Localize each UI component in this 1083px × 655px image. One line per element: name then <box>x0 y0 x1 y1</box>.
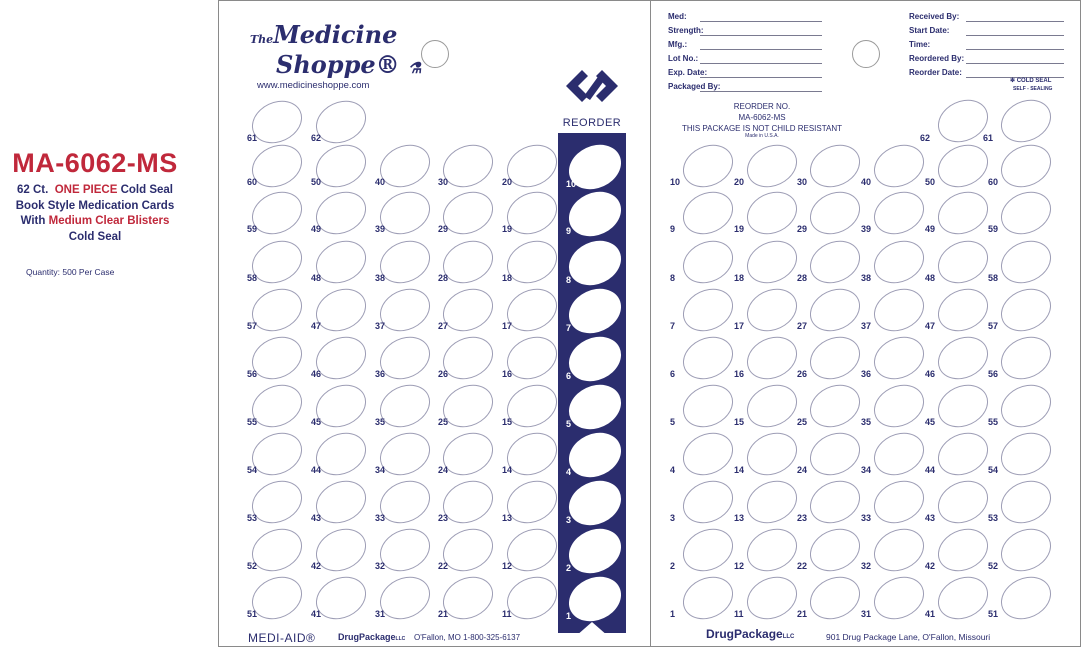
blister-number: 10 <box>670 177 681 187</box>
blister-number: 31 <box>861 609 872 619</box>
form-field-line <box>700 35 822 36</box>
hang-hole <box>852 40 880 68</box>
cold-seal-badge: ✻ COLD SEAL <box>1010 78 1052 84</box>
form-field-label: Lot No.: <box>668 54 699 63</box>
blister-number: 9 <box>670 224 676 234</box>
blister-number: 34 <box>861 465 872 475</box>
blister-number: 54 <box>247 465 258 475</box>
reorder-no-code: MA-6062-MS <box>738 113 786 122</box>
blister-number: 38 <box>375 273 386 283</box>
blister-number: 46 <box>311 369 322 379</box>
strip-number: 7 <box>566 323 572 333</box>
blister-number: 21 <box>438 609 449 619</box>
website-url: www.medicineshoppe.com <box>257 80 370 91</box>
form-field-label: Time: <box>909 40 931 49</box>
form-field-label: Strength: <box>668 26 704 35</box>
desc-with: With <box>20 215 46 227</box>
blister-number: 22 <box>438 561 449 571</box>
blister-number: 25 <box>797 417 808 427</box>
blister-number: 55 <box>247 417 258 427</box>
hang-hole <box>421 40 449 68</box>
blister-number: 46 <box>925 369 936 379</box>
blister-number: 2 <box>670 561 676 571</box>
blister-number: 12 <box>502 561 513 571</box>
form-field-line <box>700 21 822 22</box>
blister-number: 15 <box>502 417 513 427</box>
medi-aid-brand: MEDI-AID® <box>248 631 316 645</box>
quantity-text: Quantity: 500 Per Case <box>26 267 115 277</box>
strip-number: 10 <box>566 179 577 189</box>
strip-number: 9 <box>566 226 572 236</box>
blister-number: 42 <box>925 561 936 571</box>
blister-number: 18 <box>502 273 513 283</box>
blister-number: 37 <box>861 321 872 331</box>
blister-number: 14 <box>502 465 513 475</box>
blister-number: 44 <box>311 465 322 475</box>
form-field-line <box>700 63 822 64</box>
blister-number: 28 <box>438 273 449 283</box>
blister-number: 34 <box>375 465 386 475</box>
blister-number: 53 <box>988 513 999 523</box>
blister-number: 61 <box>247 133 258 143</box>
blister-number: 20 <box>734 177 745 187</box>
blister-number: 53 <box>247 513 258 523</box>
blister-number: 40 <box>861 177 872 187</box>
strip-number: 1 <box>566 611 572 621</box>
form-field-label: Packaged By: <box>668 82 721 91</box>
blister-number: 59 <box>247 224 258 234</box>
blister-number: 36 <box>861 369 872 379</box>
blister-number: 48 <box>925 273 936 283</box>
blister-number: 23 <box>797 513 808 523</box>
blister-number: 22 <box>797 561 808 571</box>
blister-number: 56 <box>247 369 258 379</box>
blister-number: 58 <box>988 273 999 283</box>
blister-number: 14 <box>734 465 745 475</box>
blister-number: 8 <box>670 273 676 283</box>
form-field-label: Med: <box>668 12 687 21</box>
blister-number: 32 <box>375 561 386 571</box>
blister-number: 11 <box>502 609 512 619</box>
mortar-pestle-icon: ⚗ <box>407 59 422 77</box>
blister-number: 61 <box>983 133 994 143</box>
strip-number: 6 <box>566 371 572 381</box>
strip-number: 3 <box>566 515 572 525</box>
self-sealing-text: SELF - SEALING <box>1013 86 1053 92</box>
desc-line4: Cold Seal <box>68 230 122 243</box>
form-field-label: Reordered By: <box>909 54 965 63</box>
blister-number: 52 <box>988 561 999 571</box>
form-field-label: Exp. Date: <box>668 68 708 77</box>
strip-number: 4 <box>566 467 572 477</box>
form-field-label: Start Date: <box>909 26 950 35</box>
blister-number: 5 <box>670 417 676 427</box>
desc-line2: Book Style Medication Cards <box>15 199 175 212</box>
blister-number: 12 <box>734 561 745 571</box>
blister-number: 47 <box>311 321 322 331</box>
form-field-line <box>966 63 1064 64</box>
dp-logo-icon <box>562 66 622 106</box>
blister-number: 60 <box>247 177 258 187</box>
blister-number: 51 <box>988 609 999 619</box>
reorder-label: REORDER <box>562 117 622 129</box>
blister-number: 30 <box>438 177 449 187</box>
blister-number: 23 <box>438 513 449 523</box>
blister-number: 18 <box>734 273 745 283</box>
strip-number: 8 <box>566 275 572 285</box>
blister-number: 37 <box>375 321 386 331</box>
blister-number: 62 <box>311 133 322 143</box>
blister-number: 47 <box>925 321 936 331</box>
form-field-line <box>700 77 822 78</box>
blister-number: 41 <box>311 609 322 619</box>
blister-number: 41 <box>925 609 936 619</box>
blister-number: 32 <box>861 561 872 571</box>
blister-number: 13 <box>734 513 745 523</box>
blister-number: 25 <box>438 417 449 427</box>
blister-number: 51 <box>247 609 258 619</box>
blister-number: 59 <box>988 224 999 234</box>
blister-number: 13 <box>502 513 513 523</box>
blister-number: 35 <box>861 417 872 427</box>
blister-number: 54 <box>988 465 999 475</box>
blister-number: 49 <box>925 224 936 234</box>
blister-number: 35 <box>375 417 386 427</box>
reorder-no-label: REORDER NO. <box>733 102 791 111</box>
desc-blisters: Medium Clear Blisters <box>48 215 170 227</box>
blister-number: 7 <box>670 321 676 331</box>
blister-number: 62 <box>920 133 931 143</box>
blister-number: 15 <box>734 417 745 427</box>
blister-number: 33 <box>861 513 872 523</box>
blister-number: 17 <box>734 321 745 331</box>
blister-number: 24 <box>438 465 449 475</box>
blister-number: 26 <box>797 369 808 379</box>
blister-number: 49 <box>311 224 322 234</box>
blister-number: 29 <box>438 224 449 234</box>
blister-number: 19 <box>734 224 745 234</box>
blister-number: 11 <box>734 609 744 619</box>
made-in-usa: Made in U.S.A. <box>745 133 779 139</box>
blister-number: 45 <box>311 417 322 427</box>
left-footer-contact: O'Fallon, MO 1-800-325-6137 <box>414 633 521 642</box>
blister-number: 6 <box>670 369 676 379</box>
blister-number: 1 <box>670 609 676 619</box>
blister-number: 30 <box>797 177 808 187</box>
blister-number: 57 <box>988 321 999 331</box>
form-field-label: Mfg.: <box>668 40 688 49</box>
product-info-sidebar <box>0 0 216 655</box>
blister-number: 31 <box>375 609 386 619</box>
blister-number: 33 <box>375 513 386 523</box>
strip-number: 5 <box>566 419 572 429</box>
blister-number: 28 <box>797 273 808 283</box>
blister-number: 50 <box>311 177 322 187</box>
medicine-shoppe-logo: TheMedicine Shoppe® ⚗ <box>250 20 422 79</box>
blister-number: 44 <box>925 465 936 475</box>
form-field-line <box>966 35 1064 36</box>
blister-number: 4 <box>670 465 676 475</box>
blister-number: 43 <box>311 513 322 523</box>
drugpackage-brand-right: DrugPackageLLC <box>706 627 795 641</box>
blister-number: 24 <box>797 465 808 475</box>
blister-number: 26 <box>438 369 449 379</box>
blister-number: 45 <box>925 417 936 427</box>
blister-number: 48 <box>311 273 322 283</box>
blister-number: 39 <box>375 224 386 234</box>
blister-number: 17 <box>502 321 513 331</box>
blister-number: 39 <box>861 224 872 234</box>
blister-number: 52 <box>247 561 258 571</box>
blister-number: 27 <box>797 321 808 331</box>
drugpackage-brand-left: DrugPackageLLC <box>338 632 406 642</box>
blister-number: 36 <box>375 369 386 379</box>
desc-cold-seal: Cold Seal <box>120 184 173 196</box>
form-field-line <box>966 21 1064 22</box>
blister-number: 16 <box>734 369 745 379</box>
strip-number: 2 <box>566 563 572 573</box>
blister-number: 42 <box>311 561 322 571</box>
blister-number: 27 <box>438 321 449 331</box>
product-code: MA-6062-MS <box>12 148 178 178</box>
blister-number: 21 <box>797 609 808 619</box>
blister-number: 20 <box>502 177 513 187</box>
form-field-line <box>700 91 822 92</box>
desc-one-piece: ONE PIECE <box>54 184 118 196</box>
blister-number: 19 <box>502 224 513 234</box>
form-field-label: Received By: <box>909 12 960 21</box>
child-resistant-warning: THIS PACKAGE IS NOT CHILD RESISTANT <box>681 124 843 133</box>
blister-number: 38 <box>861 273 872 283</box>
blister-number: 58 <box>247 273 258 283</box>
blister-number: 29 <box>797 224 808 234</box>
blister-number: 56 <box>988 369 999 379</box>
form-field-line <box>966 49 1064 50</box>
blister-number: 57 <box>247 321 258 331</box>
right-footer-address: 901 Drug Package Lane, O'Fallon, Missouri <box>826 632 991 642</box>
form-field-label: Reorder Date: <box>909 68 962 77</box>
blister-number: 3 <box>670 513 676 523</box>
desc-count: 62 Ct. <box>17 184 49 196</box>
blister-number: 16 <box>502 369 513 379</box>
blister-number: 60 <box>988 177 999 187</box>
form-field-line <box>700 49 822 50</box>
blister-number: 55 <box>988 417 999 427</box>
blister-number: 40 <box>375 177 386 187</box>
blister-number: 50 <box>925 177 936 187</box>
blister-number: 43 <box>925 513 936 523</box>
product-description <box>0 183 190 245</box>
